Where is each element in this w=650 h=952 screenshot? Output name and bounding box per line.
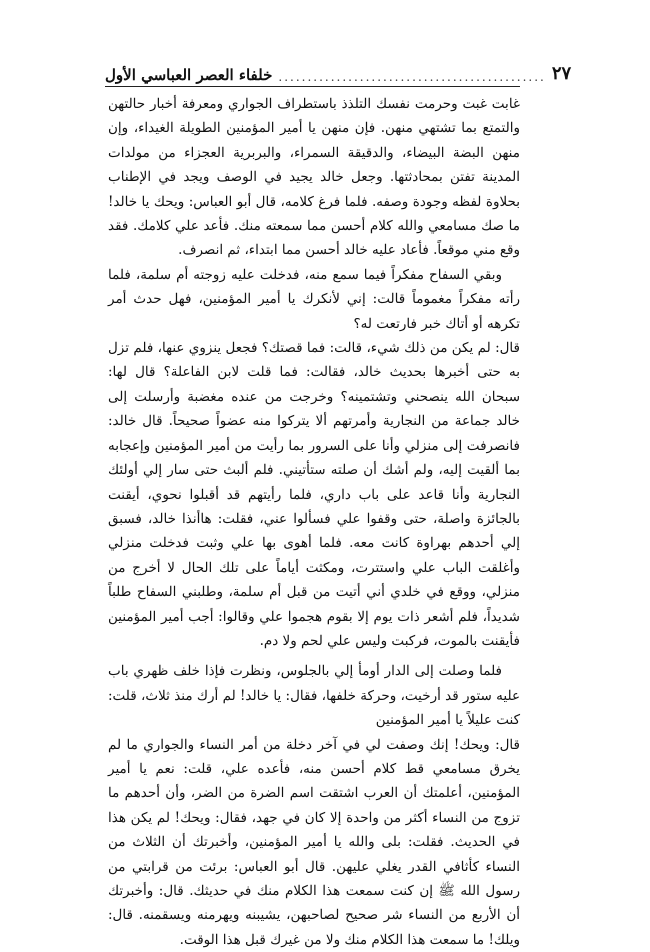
chapter-title: خلفاء العصر العباسي الأول [105,66,273,84]
paragraph-5: قال: ويحك! إنك وصفت لي في آخر دخلة من أمر النساء والجواري ما لم يخرق مسامعي قط كلام أحسن منه، فأعده علي، قلت: نعم يا أمير المؤمنين، أعلمتك أن العرب اشتقت اسم الضرة من الضر، وأن أحدهم ما تزوج من النساء أكثر من واحدة إلا كان في جهد، فقال: ويحك! لم يكن هذا في الحديث. فقلت: بلى والله يا أمير المؤمنين، وأخبرتك أن الثلاث من النساء كأثافي القدر يغلي عليهن. قال أبو العباس: برئت من قرابتي من رسول الله ﷺ إن كنت سمعت هذا الكلام منك في حديثك. قال: وأخبرتك أن الأربع من النساء شر صحيح لصاحبهن، يشيبنه ويهرمنه ويسقمنه. قال: ويلك! ما سمعت هذا الكلام منك ولا من غيرك قبل هذا الوقت. [108,736,520,948]
leader-dots: .............................................. [278,70,546,84]
paragraph-2: وبقي السفاح مفكراً فيما سمع منه، فدخلت عليه زوجته أم سلمة، فلما رأته مفكراً مغموماً قالت: إني لأنكرك يا أمير المؤمنين، فهل حدث أمر تكرهه أو أتاك خبر فارتعت له؟ [108,266,520,332]
paragraph-3: قال: لم يكن من ذلك شيء، قالت: فما قصتك؟ فجعل ينزوي عنها، فلم تزل به حتى أخبرها بحديث خالد، فقالت: فما قلت لابن الفاعلة؟ قال لها: سبحان الله ينصحني وتشتمينه؟ وخرجت من عنده مغضبة وأرسلت إلى خالد جماعة من النجارية وأمرتهم ألا يتركوا منه عضواً صحيحاً. قال خالد: فانصرفت إلى منزلي وأنا على السرور بما رأيت من أمير المؤمنين وإعجابه بما ألقيت إليه، ولم أشك أن صلته ستأتيني. فلم ألبث حتى سار إلي أولئك النجارية وأنا قاعد على باب داري، فلما رأيتهم قد أقبلوا نحوي، أيقنت بالجائزة واصلة، حتى وقفوا علي فسألوا عني، فقلت: هاأنذا خالد، فسبق إلي أحدهم بهراوة كانت معه. فلما أهوى بها علي وثبت فدخلت منزلي وأغلقت الباب علي واستترت، ومكثت أياماً على تلك الحال لا أخرج من منزلي، ووقع في خلدي أني أتيت من قبل أم سلمة، وطلبني السفاح طلباً شديداً، فلم أشعر ذات يوم إلا بقوم هجموا علي وقالوا: أجب أمير المؤمنين فأيقنت بالموت، فركبت وليس علي لحم ولا دم. [108,340,520,649]
paragraph-4: فلما وصلت إلى الدار أومأ إلي بالجلوس، ونظرت فإذا خلف ظهري باب عليه ستور قد أرخيت، وحركة خلفها، فقال: يا خالد! لم أرك منذ ثلاث، قلت: كنت عليلاً يا أمير المؤمنين [108,663,520,729]
page-number: ٢٧ [551,63,572,84]
running-header [105,60,572,87]
paragraph-1: غابت غبت وحرمت نفسك التلذذ باستطراف الجواري ومعرفة أخبار حالتهن والتمتع بما تشتهي منهن. فإن منهن يا أمير المؤمنين الطويلة الغيداء، وإن منهن البضة البيضاء، والدقيقة السمراء، والبربرية العجزاء من مولدات المدينة تفتن بمحادثتها. وجعل خالد يجيد في الوصف ويجد في الإطناب بحلاوة لفظه وجودة وصفه. فلما فرغ كلامه، قال أبو العباس: ويحك يا خالد! ما صك مسامعي والله كلام أحسن مما سمعته منك. فأعد علي كلامك. فقد وقع مني موقعاً. فأعاد عليه خالد أحسن مما ابتداء، ثم انصرف. [108,96,520,259]
page-body [108,92,520,948]
